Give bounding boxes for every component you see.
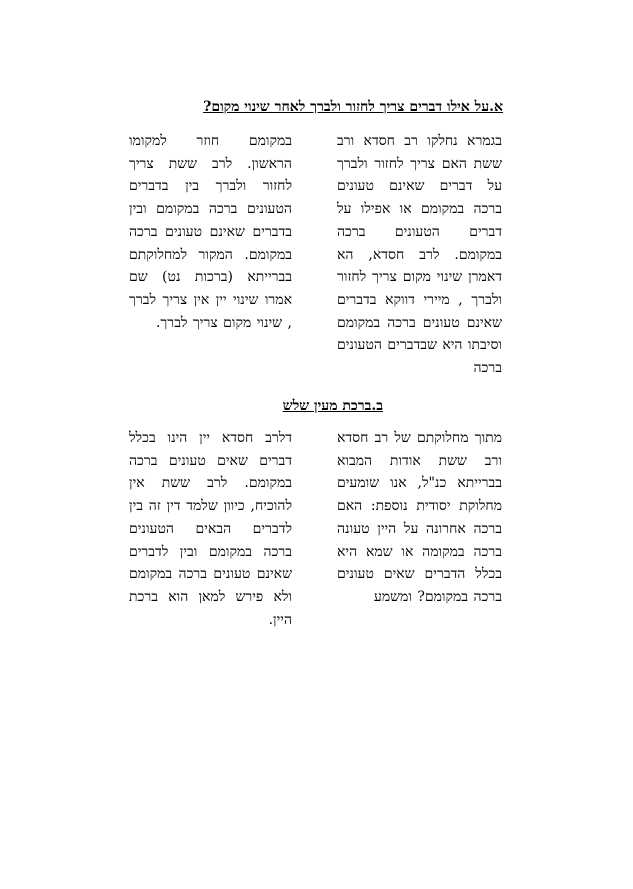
section-a-left-column: במקומם חוזר למקומו הראשון. לרב ששת צריך לחזור ולברך בין בדברים הטעונים ברכה במקומם ובין בדברים שאינם טעונים ברכה במקומם. המקור למחלוקתם בברייתא (ברכות נט) שם אמרו שינוי יין אין צריך לברך , שינוי מקום צריך לברך. (129, 133, 292, 331)
section-a-right-column: בגמרא נחלקו רב חסדא ורב ששת האם צריך לחזור ולברך על דברים שאינם טעונים ברכה במקומם או אפילו על דברים הטעונים ברכה במקומם. לרב חסדא, הא דאמרן שינוי מקום צריך לחזור ולברך , מיירי דווקא בדברים שאינם טעונים ברכה במקומם וסיבתו היא שבדברים הטעונים ברכה (337, 133, 502, 377)
section-a-heading: א.על אילו דברים צריך לחזור ולברך לאחר שינוי מקום? (203, 99, 503, 115)
section-b-heading: ב.ברכת מעין שלש (282, 398, 383, 414)
section-b-left-column: דלרב חסדא יין הינו בכלל דברים שאים טעונים ברכה במקומם. לרב ששת אין להוכיח, כיוון שלמד דין זה בין לדברים הבאים הטעונים ברכה במקומם ובין לדברים שאינם טעונים ברכה במקומם ולא פירש למאן הוא ברכת היין. (129, 430, 292, 628)
section-b-right-column: מתוך מחלוקתם של רב חסדא ורב ששת אודות המבוא בברייתא כנ"ל, אנו שומעים מחלוקת יסודית נוספת: האם ברכה אחרונה על היין טעונה ברכה במקומה או שמא היא בכלל הדברים שאים טעונים ברכה במקומם? ומשמע (337, 430, 502, 605)
